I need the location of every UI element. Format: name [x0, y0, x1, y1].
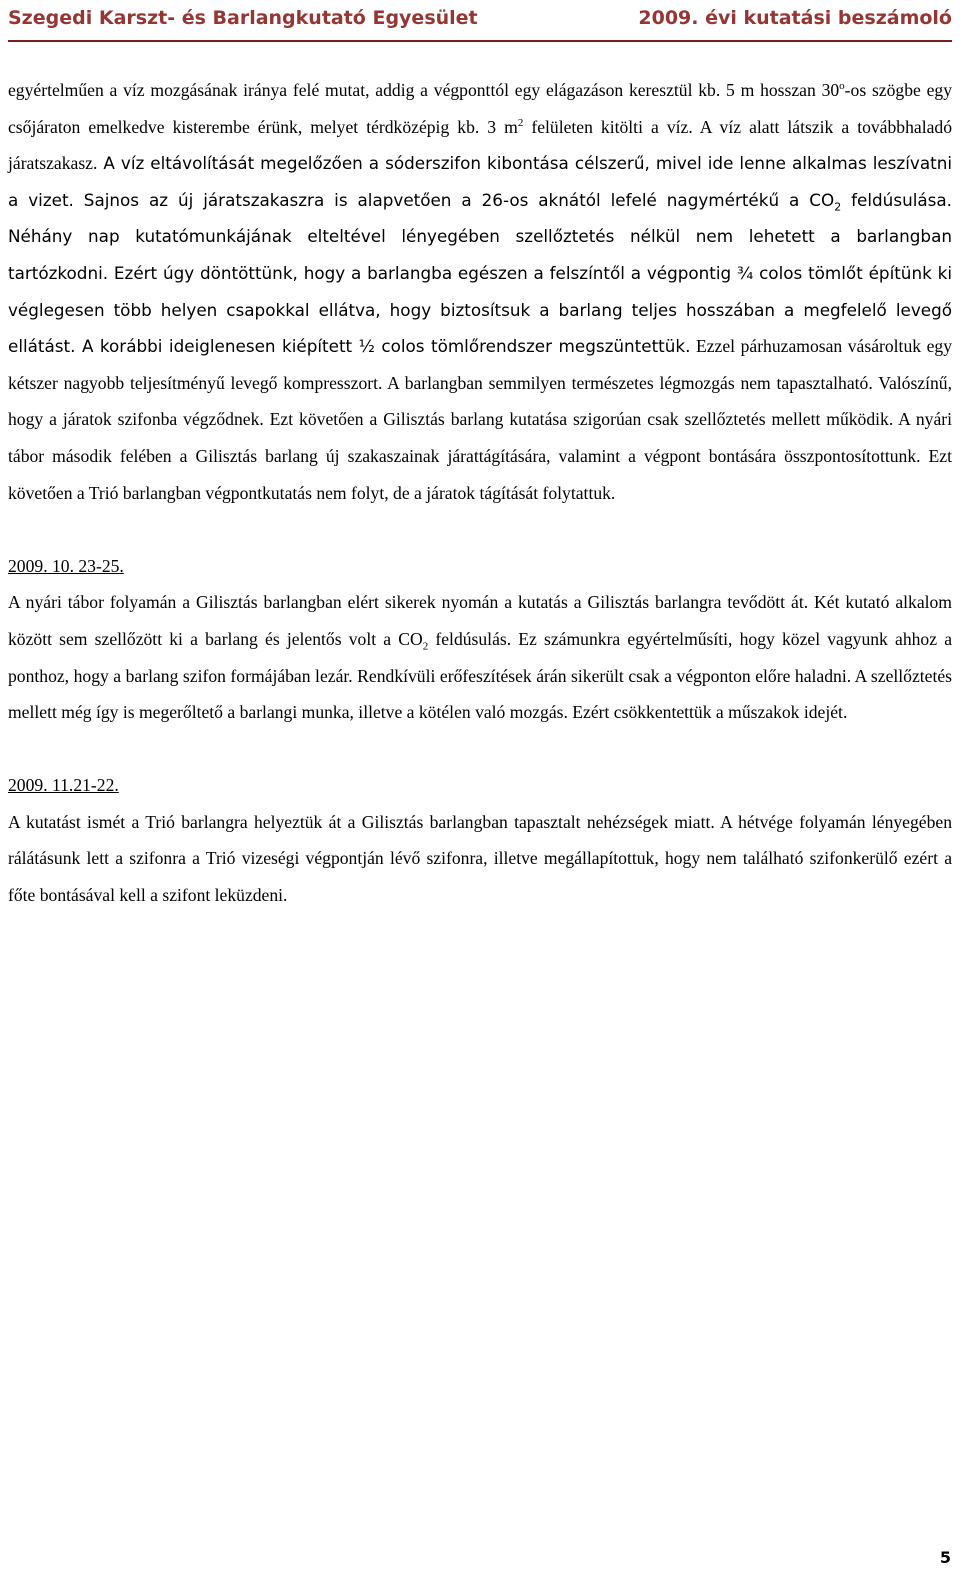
spacer	[8, 511, 952, 548]
paragraph-1-text-2: -os szögbe egy csőjáraton emelkedve kisterembe érünk, melyet térdközépig kb. 3 m	[8, 80, 953, 137]
paragraph-2: A nyári tábor folyamán a Gilisztás barlangban elért sikerek nyomán a kutatás a Gilisztás barlangra tevődött át. Két kutató alkalom között sem szellőzött ki a barlang és jelentős volt a $CO_2$ feldúsulás. Ez számunkra egyértelműsíti, hogy közel vagyunk ahhoz a ponthoz, hogy a barlang szifon formájában lezár. Rendkívüli erőfeszítések árán sikerült csak a végponton előre haladni. A szellőztetés mellett még így is megerőltető a barlangi munka, illetve a kötélen való mozgás. Ezért csökkentettük a műszakok idejét.	[8, 592, 953, 723]
section-date-1: 2009. 10. 23-25.	[8, 555, 124, 576]
paragraph-1-text-4: A víz eltávolítását megelőzően a sóderszifon kibontása célszerű, mivel ide lenne alkalmas leszívatni a vizet. Sajnos az új járatszakaszra is alapvetően a 26-os aknától lefelé nagymértékű a $CO_2$ feldúsulása. Néhány nap kutatómunkájának elteltével lényegében szellőztetés nélkül nem lehetett a barlangban tartózkodni.	[8, 153, 953, 283]
square-superscript: 2	[517, 116, 524, 129]
paragraph-1	[8, 72, 952, 511]
paragraph-1-text-1: egyértelműen a víz mozgásának iránya felé mutat, addig a végponttól egy elágazáson keresztül kb. 5 m hosszan 30	[8, 80, 840, 100]
paragraph-1-text-6: Ezért úgy döntöttünk, hogy a barlangba egészen a felszíntől a végpontig ¾ colos tömlőt építünk ki véglegesen több helyen csapokkal ellátva, hogy biztosítsuk a barlang teljes hosszában a megfelelő levegő ellátást. A korábbi ideiglenesen kiépített ½ colos tömlőrendszer megszüntettük.	[8, 262, 952, 357]
header-report-title: 2009. évi kutatási beszámoló	[638, 7, 952, 29]
co2-subscript: 2	[834, 200, 842, 214]
paragraph-3: A kutatást ismét a Trió barlangra helyeztük át a Gilisztás barlangban tapasztalt nehézségek miatt. A hétvége folyamán lényegében rálátásunk lett a szifonra a Trió vizeségi végpontján lévő szifonra, illetve megállapítottuk, hogy nem található szifonkerülő ezért a főte bontásával kell a szifont leküzdeni.	[8, 811, 952, 906]
degree-superscript: o	[839, 80, 845, 93]
spacer	[8, 731, 952, 768]
co2-subscript-2: 2	[422, 640, 429, 653]
document-body	[8, 72, 952, 914]
page-header	[8, 0, 952, 42]
paragraph-1-text-3: felületen kitölti a víz. A víz alatt látszik a továbbhaladó járatszakasz.	[8, 116, 952, 174]
section-date-2: 2009. 11.21-22.	[8, 775, 119, 796]
paragraph-1-text-7: Ezzel párhuzamosan vásároltuk egy kétszer nagyobb teljesítményű levegő kompresszort. A barlangban semmilyen természetes légmozgás nem tapasztalható. Valószínű, hogy a járatok szifonba végződnek. Ezt követően a Gilisztás barlang kutatása szigorúan csak szellőztetés mellett működik. A nyári tábor második felében a Gilisztás barlang új szakaszainak járattágítására, valamint a végpont bontására összpontosítottunk. Ezt követően a Trió barlangban végpontkutatás nem folyt, de a járatok tágítását folytattuk.	[8, 336, 952, 503]
header-organization: Szegedi Karszt- és Barlangkutató Egyesület	[8, 7, 478, 29]
page-number: 5	[939, 1548, 951, 1567]
